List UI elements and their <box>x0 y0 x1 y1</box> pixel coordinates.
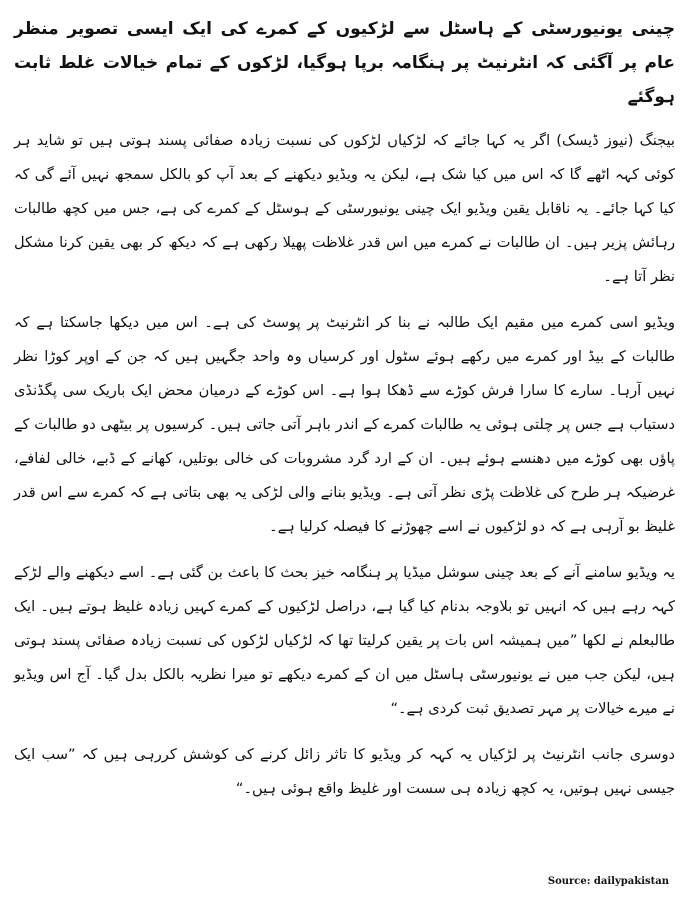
article-paragraph-3: یہ ویڈیو سامنے آنے کے بعد چینی سوشل میڈیا پر ہنگامہ خیز بحث کا باعث بن گئی ہے۔ اسے دیکھنے والے لڑکے کہہ رہے ہیں کہ انہیں تو بلاوجہ بدنام کیا گیا ہے، دراصل لڑکیوں کے کمرے کہیں زیادہ غلیظ ہوتے ہیں۔ ایک طالبعلم نے لکھا ”میں ہمیشہ اس بات پر یقین کرلیتا تھا کہ لڑکیاں لڑکوں کی نسبت زیادہ صفائی پسند ہوتی ہیں، لیکن جب میں نے یونیورسٹی ہاسٹل میں ان کے کمرے دیکھے تو میرا نظریہ بالکل بدل گیا۔ آج اس ویڈیو نے میرے خیالات پر مہر تصدیق ثبت کردی ہے۔“ <box>14 564 675 717</box>
article-paragraph-1: بیجنگ (نیوز ڈیسک) اگر یہ کہا جائے کہ لڑکیاں لڑکوں کی نسبت زیادہ صفائی پسند ہوتی ہیں تو شاید ہر کوئی کہہ اٹھے گا کہ اس میں کیا شک ہے، لیکن یہ ویڈیو دیکھنے کے بعد آپ کو بالکل سمجھ نہیں آئے گی کہ کیا کہا جائے۔ یہ ناقابل یقین ویڈیو ایک چینی یونیورسٹی کے ہوسٹل کے کمرے کی ہے، جس میں کچھ طالبات رہائش پزیر ہیں۔ ان طالبات نے کمرے میں اس قدر غلاظت پھیلا رکھی ہے کہ دیکھ کر بھی یقین کرنا مشکل نظر آتا ہے۔ <box>14 132 675 285</box>
source-credit: Source: dailypakistan <box>547 876 669 887</box>
article-paragraph-4: دوسری جانب انٹرنیٹ پر لڑکیاں یہ کہہ کر ویڈیو کا تاثر زائل کرنے کی کوشش کررہی ہیں کہ ”سب ایک جیسی نہیں ہوتیں، یہ کچھ زیادہ ہی سست اور غلیظ واقع ہوئی ہیں۔“ <box>14 746 675 797</box>
article-headline: چینی یونیورسٹی کے ہاسٹل سے لڑکیوں کے کمرے کی ایک ایسی تصویر منظر عام پر آگئی کہ انٹرنیٹ پر ہنگامہ برپا ہوگیا، لڑکوں کے تمام خیالات غلط ثابت ہوگئے <box>14 19 675 107</box>
article-paragraph-2: ویڈیو اسی کمرے میں مقیم ایک طالبہ نے بنا کر انٹرنیٹ پر پوسٹ کی ہے۔ اس میں دیکھا جاسکتا ہے کہ طالبات کے بیڈ اور کمرے میں رکھے ہوئے سٹول اور کرسیاں وہ واحد جگہیں ہیں کہ جن کے اوپر کوڑا نظر نہیں آرہا۔ سارے کا سارا فرش کوڑے سے ڈھکا ہوا ہے۔ اس کوڑے کے درمیان محض ایک باریک سی پگڈنڈی دستیاب ہے جس پر چلتی ہوئی یہ طالبات کمرے کے اندر باہر آتی جاتی ہیں۔ کرسیوں پر بیٹھی دو طالبات کے پاؤں بھی کوڑے میں دھنسے ہوئے ہیں۔ ان کے ارد گرد مشروبات کی خالی بوتلیں، کھانے کے ڈبے، خالی لفافے، غرضیکہ ہر طرح کی غلاظت پڑی نظر آتی ہے۔ ویڈیو بنانے والی لڑکی یہ بھی بتاتی ہے کہ کمرے سے اس قدر غلیظ بو آرہی ہے کہ دو لڑکیوں نے اسے چھوڑنے کا فیصلہ کرلیا ہے۔ <box>14 314 675 535</box>
article <box>14 12 675 818</box>
